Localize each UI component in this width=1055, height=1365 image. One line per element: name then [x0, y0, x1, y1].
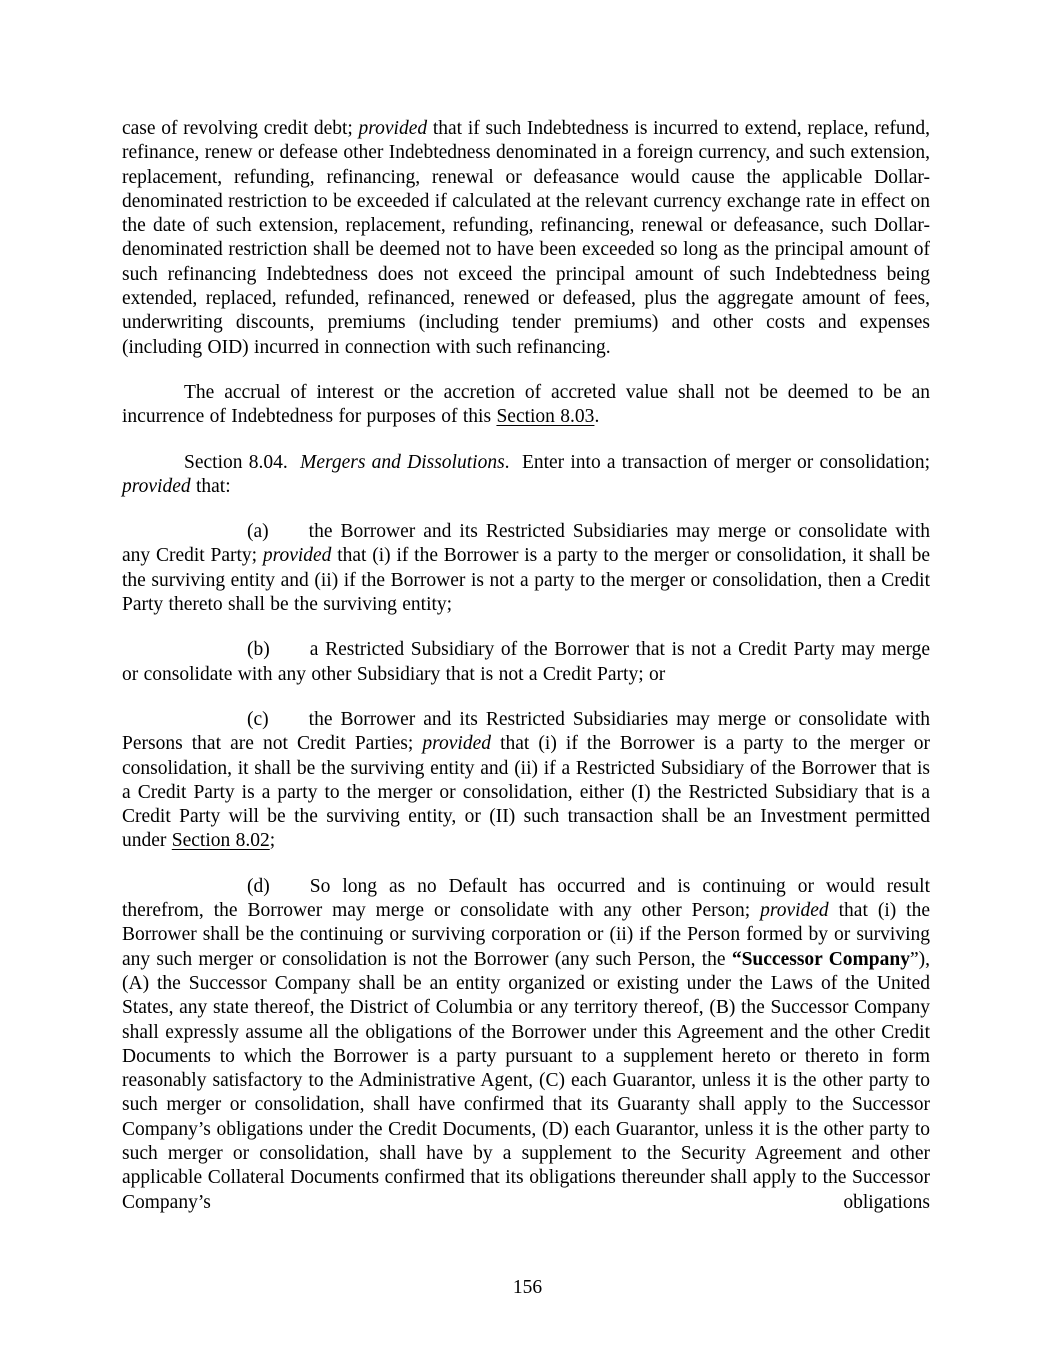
clause-b — [122, 638, 930, 687]
text-run: provided — [358, 118, 428, 139]
text-run: a Restricted Subsidiary of the Borrower that is not a Credit Party may merge or consolidate with any other Subsidiary that is not a Credit Party; or — [122, 639, 930, 685]
text-run: ; — [269, 830, 276, 852]
text-run: ”), (A) the Successor Company shall be an entity organized or existing under the Laws of the United States, any state thereof, the District of Columbia or any territory thereof, (B) the Successor Company shall expressly assume all the obligations of the Borrower under this Agreement and the other Credit Documents to which the Borrower is a party pursuant to a supplement hereto or thereto in form reasonably satisfactory to the Administrative Agent, (C) each Guarantor, unless it is the other party to such merger or consolidation, shall have confirmed that its Guaranty shall apply to the Successor Company’s obligations under the Credit Documents, (D) each Guarantor, unless it is the other party to such merger or consolidation, shall have by a supplement to the Security Agreement and other applicable Collateral Documents confirmed that its obligations thereunder shall apply to the Successor Company’s obligations — [122, 948, 930, 1213]
clause-a — [122, 520, 930, 617]
text-run: that (i) if the Borrower is a party to the merger or consolidation, it shall be the surviving entity and (ii) if the Borrower is not a party to the merger or consolidation, then a Credit Party thereto shall be the surviving entity; — [122, 545, 930, 616]
text-run: provided — [422, 733, 491, 755]
continuation-paragraph — [122, 117, 930, 360]
document-body — [122, 117, 930, 1236]
text-run: “Successor Company — [731, 948, 910, 970]
text-run: (c) — [247, 708, 269, 730]
text-run: (a) — [247, 521, 269, 543]
clause-d — [122, 875, 930, 1215]
text-run: . — [594, 406, 600, 428]
text-run: (d) — [247, 875, 270, 897]
text-run: that (i) if the Borrower is a party to the merger or consolidation, it shall be the surviving entity and (ii) if a Restricted Subsidiary of the Borrower that is a Credit Party is a party to the merger or consolidation, either (I) the Restricted Subsidiary that is a Credit Party will be the surviving entity, or (II) such transaction shall be an Investment permitted under — [122, 733, 930, 852]
text-run: (b) — [247, 639, 270, 661]
text-run: provided — [262, 545, 332, 567]
page-number: 156 — [512, 1277, 543, 1298]
text-run: case of revolving credit debt; — [122, 118, 359, 139]
text-run: So long as no Default has occurred and is continuing or would result therefrom, the Borrower may merge or consolidate with any other Person; — [122, 875, 930, 922]
text-run: the Borrower and its Restricted Subsidiaries may merge or consolidate with Persons that are not Credit Parties; — [122, 708, 930, 755]
text-run: . Enter into a transaction of merger or consolidation; — [504, 451, 930, 473]
text-run: provided — [122, 475, 191, 497]
text-run: Mergers and Dissolutions — [300, 451, 505, 473]
text-run: Section 8.03 — [496, 406, 595, 428]
section-8-04-heading-paragraph — [122, 451, 930, 500]
accrual-paragraph — [122, 381, 930, 430]
text-run: Section 8.04. — [184, 451, 301, 473]
text-run: provided — [760, 900, 829, 922]
text-run: that (i) the Borrower shall be the continuing or surviving corporation or (ii) if the Person formed by or surviving any such merger or consolidation is not the Borrower (any such Person, the — [122, 900, 930, 970]
text-run: that if such Indebtedness is incurred to extend, replace, refund, refinance, renew or defease other Indebtedness denominated in a foreign currency, and such extension, replacement, refunding, refinancing, renewal or defeasance would cause the applicable Dollar-denominated restriction to be exceeded if calculated at the relevant currency exchange rate in effect on the date of such extension, replacement, refunding, refinancing, renewal or defeasance, such Dollar-denominated restriction shall be deemed not to have been exceeded so long as the principal amount of such refinancing Indebtedness does not exceed the principal amount of such Indebtedness being extended, replaced, refunded, refinanced, renewed or defeased, plus the aggregate amount of fees, underwriting discounts, premiums (including tender premiums) and other costs and expenses (including OID) incurred in connection with such refinancing. — [122, 118, 930, 358]
text-run: the Borrower and its Restricted Subsidiaries may merge or consolidate with any Credit Party; — [122, 521, 930, 567]
text-run: The accrual of interest or the accretion of accreted value shall not be deemed to be an incurrence of Indebtedness for purposes of this — [122, 381, 930, 428]
clause-c — [122, 708, 930, 854]
text-run: Section 8.02 — [171, 830, 270, 852]
text-run: that: — [190, 475, 231, 497]
